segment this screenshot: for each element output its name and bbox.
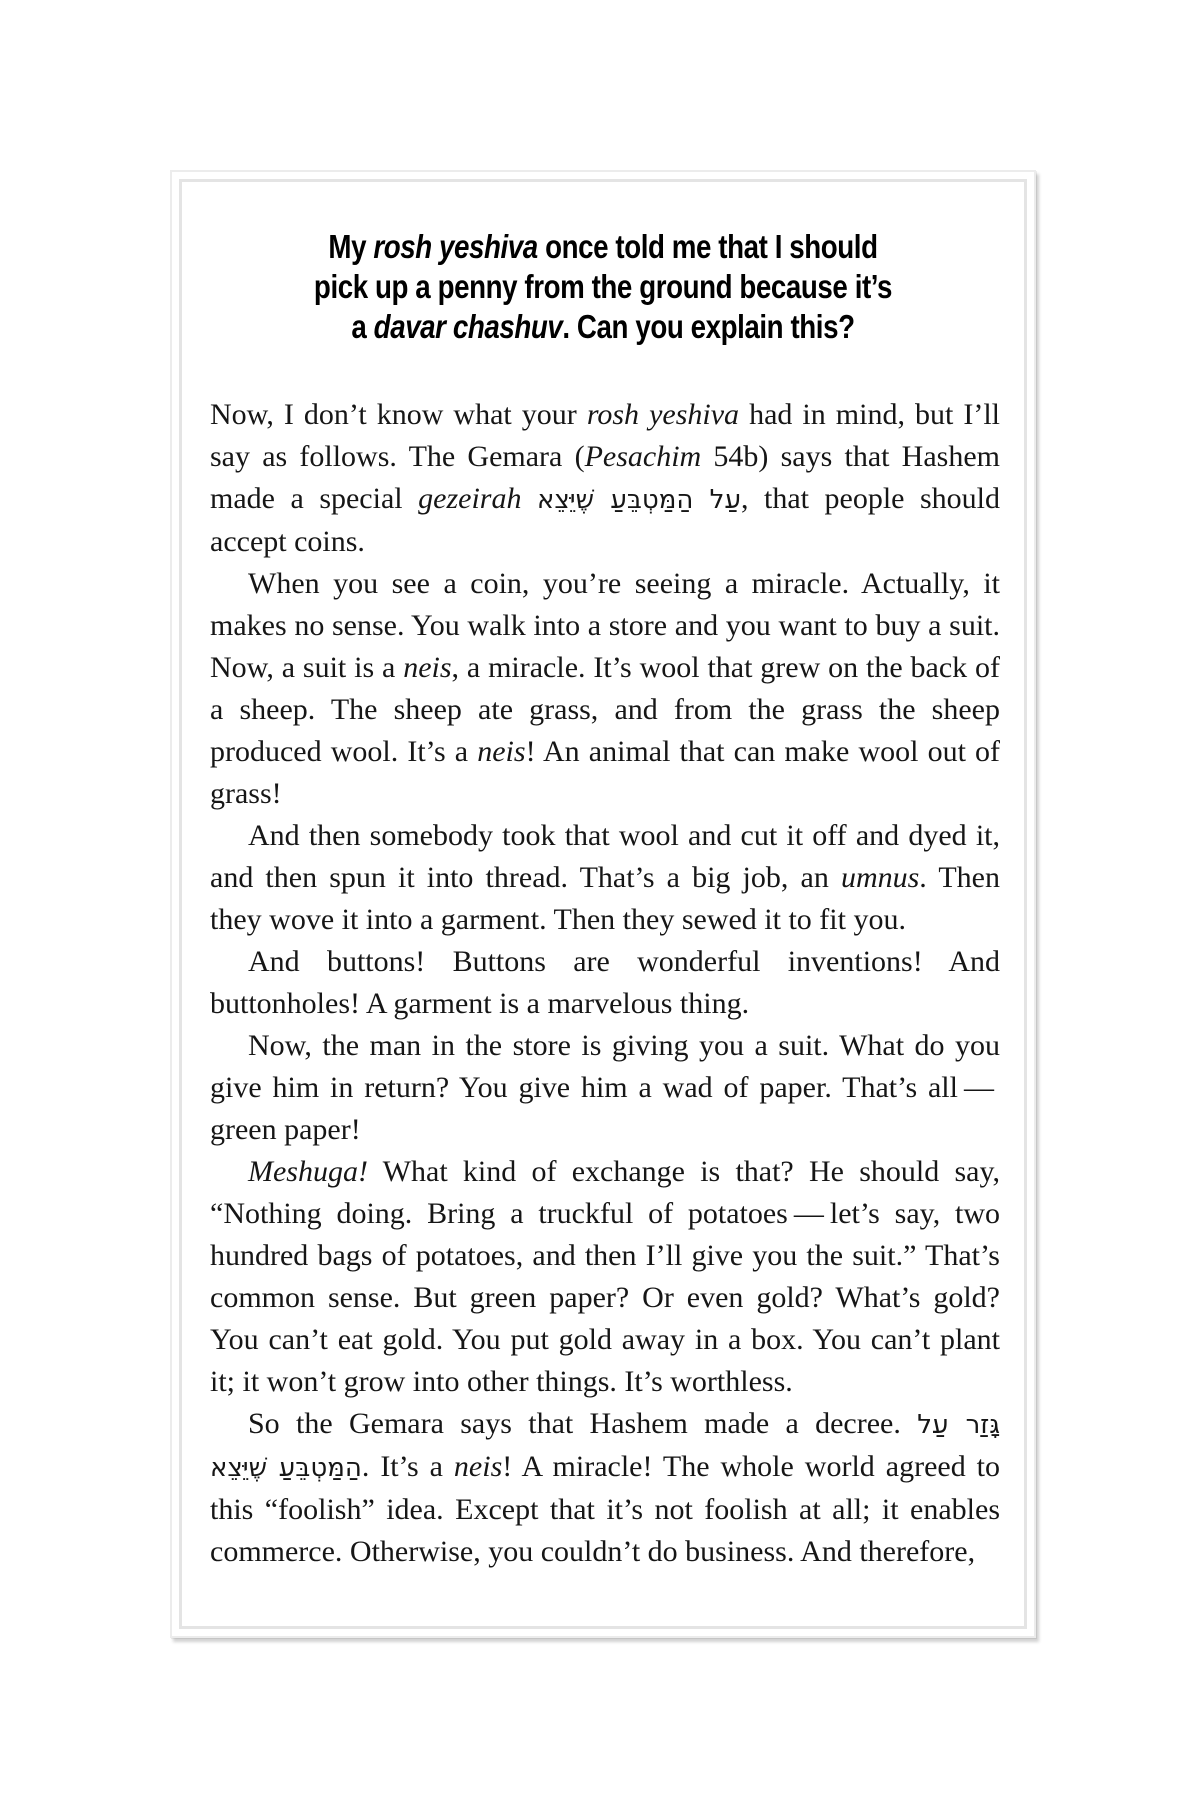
text-segment: My xyxy=(328,228,374,265)
body-text xyxy=(210,394,1000,1573)
italic-text-segment: Pesachim xyxy=(584,440,702,473)
text-segment: . Can you explain this? xyxy=(562,308,855,345)
text-segment: Now, the man in the store is giving you a suit. What do you give him in return? You give him a wad of paper. That’s all — green paper! xyxy=(210,1029,1000,1146)
paragraph xyxy=(210,941,1000,1025)
italic-text-segment: gezeirah xyxy=(418,482,522,515)
text-segment: So the Gemara says that Hashem made a decree. xyxy=(248,1407,918,1440)
text-segment: . It’s a xyxy=(361,1450,454,1483)
text-segment: 54b) says that Hashem made a special xyxy=(210,440,1000,515)
text-segment: once told me that I should xyxy=(537,228,878,265)
text-segment: , that people should accept coins. xyxy=(210,482,1001,558)
page-inner-border xyxy=(179,179,1027,1629)
italic-text-segment: neis xyxy=(477,735,526,768)
heading-line xyxy=(249,227,956,267)
text-segment: ! A miracle! The whole world agreed to this “foolish” idea. Except that it’s not foolish at all; it enables commerce. Otherwise, you couldn’t do business. And therefore, xyxy=(210,1450,1001,1568)
text-segment: ! An animal that can make wool out of grass! xyxy=(210,735,1001,810)
hebrew-text-segment: עַל הַמַּטְבֵּעַ שֶׁיֵּצֵא xyxy=(537,485,741,515)
italic-text-segment: rosh yeshiva xyxy=(373,228,538,265)
text-segment: a xyxy=(351,308,374,345)
italic-text-segment: umnus xyxy=(840,861,920,894)
italic-text-segment: neis xyxy=(453,1450,503,1483)
page xyxy=(170,170,1036,1638)
text-segment: When you see a coin, you’re seeing a miracle. Actually, it makes no sense. You walk into a store and you want to buy a suit. Now, a suit is a xyxy=(210,567,1000,684)
hebrew-text-segment: גָּזַר עַל הַמַּטְבֵּעַ שֶׁיֵּצֵא xyxy=(210,1410,1000,1483)
question-heading xyxy=(249,227,956,347)
text-segment: had in mind, but I’ll say as follows. The Gemara ( xyxy=(210,398,1000,473)
paragraph xyxy=(210,563,1000,815)
paragraph xyxy=(210,815,1000,941)
text-segment: And then somebody took that wool and cut it off and dyed it, and then spun it into thread. That’s a big job, an xyxy=(210,819,1000,894)
paragraph xyxy=(210,394,1000,563)
text-segment: pick up a penny from the ground because it’s xyxy=(313,268,893,305)
paragraph xyxy=(210,1025,1000,1151)
italic-text-segment: neis xyxy=(403,651,452,684)
heading-line xyxy=(249,307,956,347)
heading-line xyxy=(249,267,956,307)
text-segment: , a miracle. It’s wool that grew on the back of a sheep. The sheep ate grass, and from the grass the sheep produced wool. It’s a xyxy=(210,651,1000,768)
paragraph xyxy=(210,1151,1000,1403)
text-segment: Now, I don’t know what your xyxy=(210,398,587,431)
italic-text-segment: Meshuga! xyxy=(248,1155,368,1188)
paragraph xyxy=(210,1403,1000,1573)
italic-text-segment: rosh yeshiva xyxy=(586,398,740,431)
text-segment: . Then they wove it into a garment. Then they sewed it to fit you. xyxy=(210,861,1000,936)
text-segment xyxy=(521,482,537,515)
italic-text-segment: davar chashuv xyxy=(373,308,563,345)
text-segment: What kind of exchange is that? He should say, “Nothing doing. Bring a truckful of potatoes — let’s say, two hundred bags of potatoes, and then I’ll give you the suit.” That’s common sense. But green paper? Or even gold? What’s gold? You can’t eat gold. You put gold away in a box. You can’t plant it; it won’t grow into other things. It’s worthless. xyxy=(210,1155,1000,1398)
text-segment: And buttons! Buttons are wonderful inventions! And buttonholes! A garment is a marvelous thing. xyxy=(210,945,1000,1020)
